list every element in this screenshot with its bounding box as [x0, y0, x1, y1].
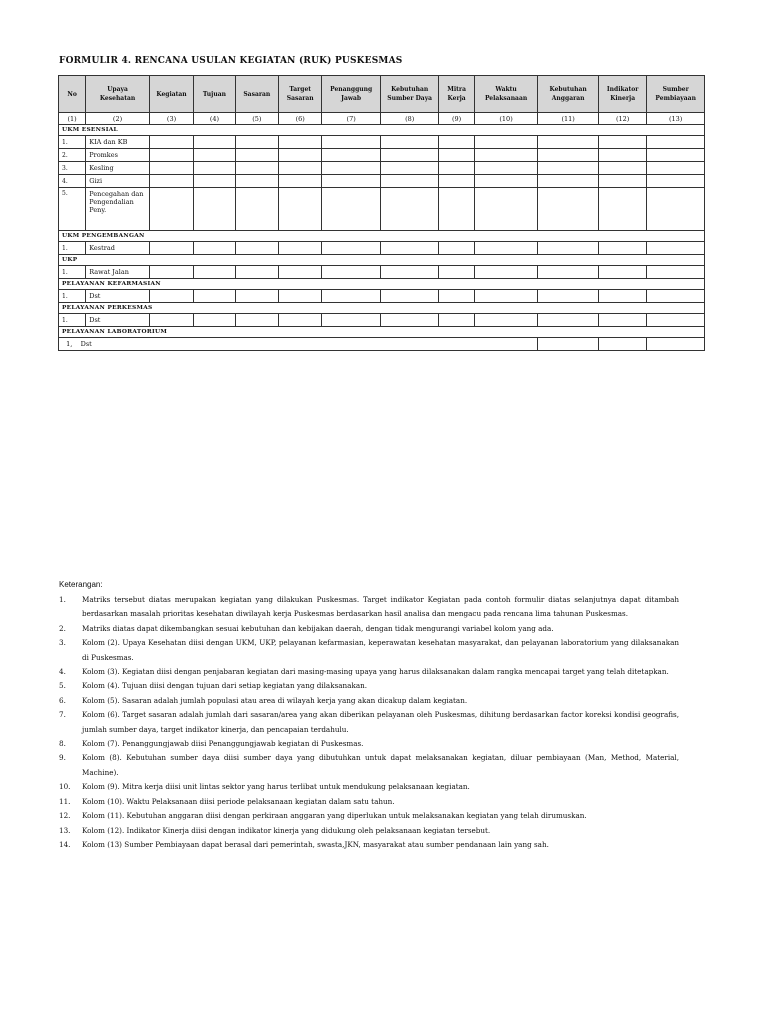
column-number: (3)	[149, 113, 193, 125]
list-item	[59, 780, 679, 794]
list-item	[59, 636, 679, 665]
table-row	[59, 162, 705, 175]
row-upaya: Kestrad	[86, 242, 150, 255]
header-row	[59, 76, 705, 113]
row-number: 4.	[59, 175, 86, 188]
column-number: (7)	[322, 113, 381, 125]
keterangan-section	[59, 580, 679, 852]
item-number: 13.	[59, 825, 71, 835]
section-row	[59, 231, 705, 242]
item-number: 9.	[59, 753, 66, 763]
list-item	[59, 665, 679, 679]
item-text: Kolom (12). Indikator Kinerja diisi dengan indikator kinerja yang didukung oleh pelaksanaan kegiatan tersebut.	[82, 825, 491, 835]
table-row	[59, 314, 705, 327]
item-number: 12.	[59, 811, 71, 821]
list-item	[59, 795, 679, 809]
header-cell: Mitra Kerja	[439, 76, 474, 113]
column-number: (5)	[235, 113, 278, 125]
header-cell: Kegiatan	[149, 76, 193, 113]
column-number: (10)	[474, 113, 538, 125]
row-number-upaya	[59, 338, 538, 351]
item-text: Kolom (11). Kebutuhan anggaran diisi dengan perkiraan anggaran yang diperlukan untuk melaksanakan kegiatan yang telah dirumuskan.	[82, 811, 587, 821]
item-number: 6.	[59, 695, 66, 705]
section-label: PELAYANAN KEFARMASIAN	[59, 279, 705, 290]
header-cell: Kebutuhan Sumber Daya	[380, 76, 439, 113]
item-text: Kolom (8). Kebutuhan sumber daya diisi sumber daya yang dibutuhkan untuk dapat melaksanakan kegiatan, diluar pembiayaan (Man, Method, Material, Machine).	[82, 753, 679, 777]
item-number: 7.	[59, 710, 66, 720]
header-cell: Target Sasaran	[279, 76, 322, 113]
section-row	[59, 255, 705, 266]
item-text: Matriks diatas dapat dikembangkan sesuai kebutuhan dan kebijakan daerah, dengan tidak mengurangi variabel kolom yang ada.	[82, 623, 554, 633]
table-row	[59, 338, 705, 351]
item-number: 2.	[59, 623, 66, 633]
item-number: 14.	[59, 839, 71, 849]
header-cell: Indikator Kinerja	[598, 76, 646, 113]
column-number: (6)	[279, 113, 322, 125]
item-text: Kolom (10). Waktu Pelaksanaan diisi periode pelaksanaan kegiatan dalam satu tahun.	[82, 796, 395, 806]
table-row	[59, 136, 705, 149]
item-number: 10.	[59, 782, 71, 792]
table-row	[59, 242, 705, 255]
item-number: 8.	[59, 739, 66, 749]
row-upaya: Dst	[80, 340, 92, 348]
table-row	[59, 175, 705, 188]
list-item	[59, 809, 679, 823]
row-number: 1.	[59, 136, 86, 149]
list-item	[59, 593, 679, 622]
column-number: (8)	[380, 113, 439, 125]
header-cell: Upaya Kesehatan	[86, 76, 150, 113]
item-number: 4.	[59, 667, 66, 677]
column-number: (9)	[439, 113, 474, 125]
keterangan-list	[59, 593, 679, 852]
header-cell: Penanggung Jawab	[322, 76, 381, 113]
item-text: Kolom (9). Mitra kerja diisi unit lintas sektor yang harus terlibat untuk mendukung pelaksanaan kegiatan.	[82, 782, 470, 792]
row-number: 2.	[59, 149, 86, 162]
ruk-table	[58, 75, 705, 351]
column-number: (13)	[647, 113, 705, 125]
item-text: Kolom (2). Upaya Kesehatan diisi dengan UKM, UKP, pelayanan kefarmasian, keperawatan kesehatan masyarakat, dan pelayanan laboratorium yang dilaksanakan di Puskesmas.	[82, 638, 679, 662]
item-text: Kolom (4). Tujuan diisi dengan tujuan dari setiap kegiatan yang dilaksanakan.	[82, 681, 368, 691]
keterangan-title: Keterangan:	[59, 580, 103, 589]
row-upaya: Rawat Jalan	[86, 266, 150, 279]
row-upaya: Pencegahan dan Pengendalian Peny.	[86, 188, 150, 231]
form-title: FORMULIR 4. RENCANA USULAN KEGIATAN (RUK) PUSKESMAS	[59, 56, 403, 66]
column-number: (1)	[59, 113, 86, 125]
item-number: 5.	[59, 681, 66, 691]
row-number: 1.	[59, 314, 86, 327]
header-cell: Sumber Pembiayaan	[647, 76, 705, 113]
item-text: Kolom (7). Penanggungjawab diisi Penanggungjawab kegiatan di Puskesmas.	[82, 739, 364, 749]
section-label: UKP	[59, 255, 705, 266]
section-label: PELAYANAN PERKESMAS	[59, 303, 705, 314]
row-number: 1,	[66, 340, 73, 348]
list-item	[59, 679, 679, 693]
item-text: Kolom (5). Sasaran adalah jumlah populasi atau area di wilayah kerja yang akan dicakup dalam kegiatan.	[82, 695, 468, 705]
list-item	[59, 737, 679, 751]
header-cell: Sasaran	[235, 76, 278, 113]
header-cell: No	[59, 76, 86, 113]
row-upaya: Gizi	[86, 175, 150, 188]
section-row	[59, 125, 705, 136]
row-upaya: Dst	[86, 314, 150, 327]
section-row	[59, 327, 705, 338]
section-row	[59, 303, 705, 314]
table-row	[59, 266, 705, 279]
list-item	[59, 622, 679, 636]
table-row	[59, 188, 705, 231]
section-label: UKM PENGEMBANGAN	[59, 231, 705, 242]
list-item	[59, 838, 679, 852]
row-number: 3.	[59, 162, 86, 175]
column-number: (12)	[598, 113, 646, 125]
list-item	[59, 708, 679, 737]
row-number: 1.	[59, 242, 86, 255]
item-number: 3.	[59, 638, 66, 648]
list-item	[59, 824, 679, 838]
section-row	[59, 279, 705, 290]
item-text: Matriks tersebut diatas merupakan kegiatan yang dilakukan Puskesmas. Target indikator Kegiatan pada contoh formulir diatas selanjutnya dapat ditambah berdasarkan masalah prioritas kesehatan diwilayah kerja Puskesmas berdasarkan hasil analisa dan mengacu pada rencana lima tahunan Puskesmas.	[82, 595, 679, 619]
header-cell: Kebutuhan Anggaran	[538, 76, 599, 113]
row-number: 1.	[59, 290, 86, 303]
header-cell: Waktu Pelaksanaan	[474, 76, 538, 113]
table-row	[59, 149, 705, 162]
list-item	[59, 694, 679, 708]
column-number-row	[59, 113, 705, 125]
row-upaya: KIA dan KB	[86, 136, 150, 149]
row-number: 5.	[59, 188, 86, 231]
row-upaya: Promkes	[86, 149, 150, 162]
item-number: 1.	[59, 595, 66, 604]
item-number: 11.	[59, 796, 71, 806]
item-text: Kolom (3). Kegiatan diisi dengan penjabaran kegiatan dari masing-masing upaya yang harus dilaksanakan dalam rangka mencapai target yang telah ditetapkan.	[82, 667, 669, 677]
column-number: (4)	[194, 113, 235, 125]
column-number: (2)	[86, 113, 150, 125]
row-upaya: Dst	[86, 290, 150, 303]
item-text: Kolom (6). Target sasaran adalah jumlah dari sasaran/area yang akan diberikan pelayanan oleh Puskesmas, dihitung berdasarkan factor koreksi kondisi geografis, jumlah sumber daya, target indikator kinerja, dan pencapaian terdahulu.	[82, 710, 679, 734]
item-text: Kolom (13) Sumber Pembiayaan dapat berasal dari pemerintah, swasta,JKN, masyarakat atau sumber pendanaan lain yang sah.	[82, 839, 549, 849]
header-cell: Tujuan	[194, 76, 235, 113]
section-label: PELAYANAN LABORATORIUM	[59, 327, 705, 338]
section-label: UKM ESENSIAL	[59, 125, 705, 136]
row-upaya: Kesling	[86, 162, 150, 175]
table-row	[59, 290, 705, 303]
list-item	[59, 751, 679, 780]
row-number: 1.	[59, 266, 86, 279]
column-number: (11)	[538, 113, 599, 125]
